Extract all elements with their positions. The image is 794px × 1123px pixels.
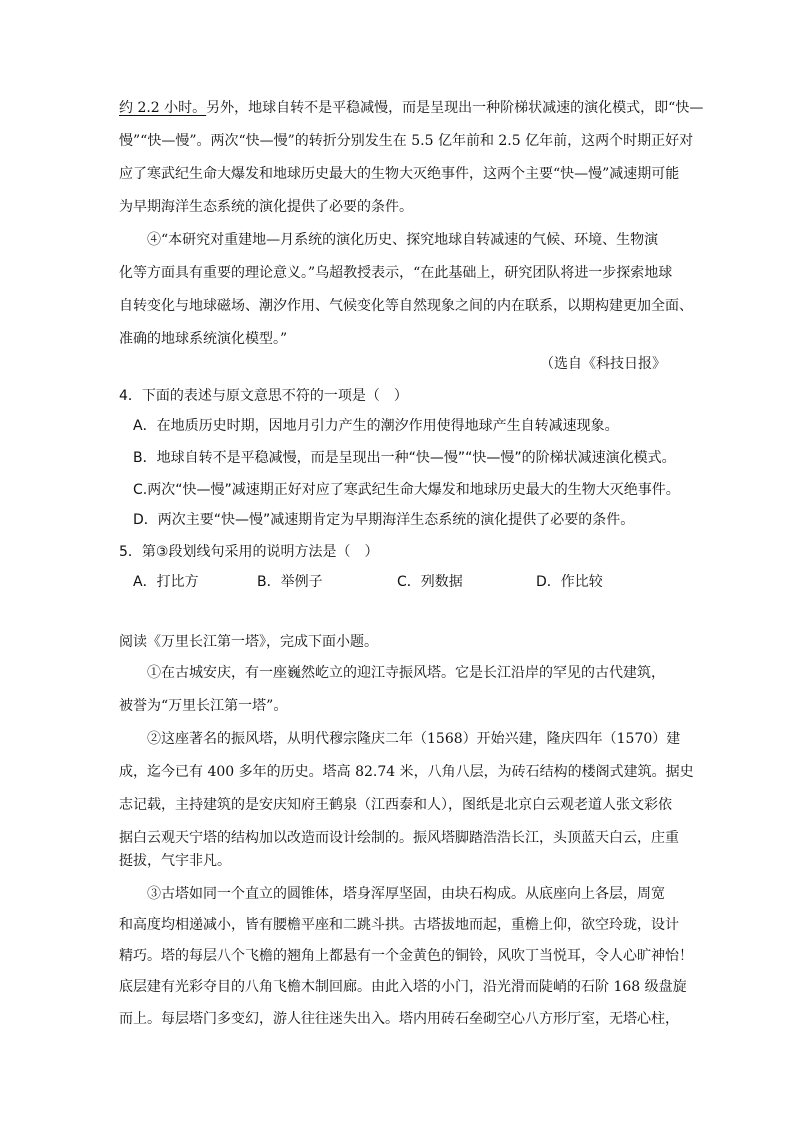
passage2-line: 和高度均相递减小，皆有腰檐平座和二跳斗拱。古塔拔地而起，重檐上仰，欲空玲珑，设计 bbox=[119, 917, 679, 933]
passage1-line: 自转变化与地球磁场、潮汐作用、气候变化等自然现象之间的内在联系，以期构建更加全面、 bbox=[119, 298, 693, 314]
question-4-option-a: A．在地质历史时期，因地月引力产生的潮汐作用使得地球产生自转减速现象。 bbox=[133, 418, 619, 434]
question-4-stem: 4．下面的表述与原文意思不符的一项是（ ） bbox=[119, 388, 408, 404]
passage2-line: 成，迄今已有 400 多年的历史。塔高 82.74 米，八角八层，为砖石结构的楼阁式建筑。据史 bbox=[119, 764, 694, 780]
passage2-line: 被誉为“万里长江第一塔”。 bbox=[119, 698, 288, 714]
question-4-option-b: B．地球自转不是平稳减慢，而是呈现出一种“快—慢”“快—慢”的阶梯状减速演化模式。 bbox=[133, 450, 676, 466]
passage1-line: 为早期海洋生态系统的演化提供了必要的条件。 bbox=[119, 199, 413, 215]
question-5-option-b: B．举例子 bbox=[257, 574, 323, 590]
passage2-line: ②这座著名的振风塔，从明代穆宗隆庆二年（1568）开始兴建，隆庆四年（1570）建 bbox=[147, 731, 681, 747]
question-5-option-c: C．列数据 bbox=[397, 574, 463, 590]
passage2-line: 志记载，主持建筑的是安庆知府王鹤泉（江西泰和人），图纸是北京白云观老道人张文彩依 bbox=[119, 797, 672, 813]
passage1-line: 应了寒武纪生命大爆发和地球历史最大的生物大灭绝事件，这两个主要“快—慢”减速期可能 bbox=[119, 166, 680, 182]
passage1-line: 化等方面具有重要的理论意义。”乌超教授表示，“在此基础上，研究团队将进一步探索地球 bbox=[119, 265, 673, 281]
passage2-line: 据白云观天宁塔的结构加以改造而设计绘制的。振风塔脚踏浩浩长江，头顶蓝天白云，庄重 bbox=[119, 830, 679, 846]
underlined-sentence: 约 2.2 小时。 bbox=[119, 100, 207, 116]
passage2-line: ③古塔如同一个直立的圆锥体，塔身浑厚坚固，由块石构成。从底座向上各层，周宽 bbox=[147, 886, 665, 902]
question-4-option-d: D．两次主要“快—慢”减速期肯定为早期海洋生态系统的演化提供了必要的条件。 bbox=[133, 512, 635, 528]
question-5-option-d: D．作比较 bbox=[536, 574, 603, 590]
passage2-intro: 阅读《万里长江第一塔》，完成下面小题。 bbox=[119, 634, 378, 650]
question-5-stem: 5．第③段划线句采用的说明方法是（ ） bbox=[119, 544, 379, 560]
question-5-option-a: A．打比方 bbox=[133, 574, 199, 590]
source-attribution: （选自《科技日报》 bbox=[540, 356, 666, 372]
passage1-line: 约 2.2 小时。另外，地球自转不是平稳减慢，而是呈现出一种阶梯状减速的演化模式，即“快— bbox=[119, 100, 704, 116]
question-4-option-c: C.两次“快—慢”减速期正好对应了寒武纪生命大爆发和地球历史最大的生物大灭绝事件。 bbox=[133, 482, 680, 498]
passage2-line: 而上。每层塔门多变幻，游人往往迷失出入。塔内用砖石垒砌空心八方形厅室，无塔心柱， bbox=[119, 1011, 679, 1027]
passage2-line: 挺拔，气宇非凡。 bbox=[119, 853, 231, 869]
passage1-line: 准确的地球系统演化模型。” bbox=[119, 331, 288, 347]
passage1-line: 慢”“快—慢”。两次“快—慢”的转折分别发生在 5.5 亿年前和 2.5 亿年前，这两个时期正好对 bbox=[119, 133, 694, 149]
passage1-line: ④“本研究对重建地—月系统的演化历史、探究地球自转减速的气候、环境、生物演 bbox=[147, 232, 659, 248]
passage2-line: ①在古城安庆，有一座巍然屹立的迎江寺振风塔。它是长江沿岸的罕见的古代建筑， bbox=[147, 665, 665, 681]
passage2-line: 精巧。塔的每层八个飞檐的翘角上都悬有一个金黄色的铜铃，风吹丁当悦耳，令人心旷神怡！ bbox=[119, 948, 693, 964]
passage2-line: 底层建有光彩夺目的八角飞檐木制回廊。由此入塔的小门，沿光滑而陡峭的石阶 168 级盘旋 bbox=[119, 979, 687, 995]
